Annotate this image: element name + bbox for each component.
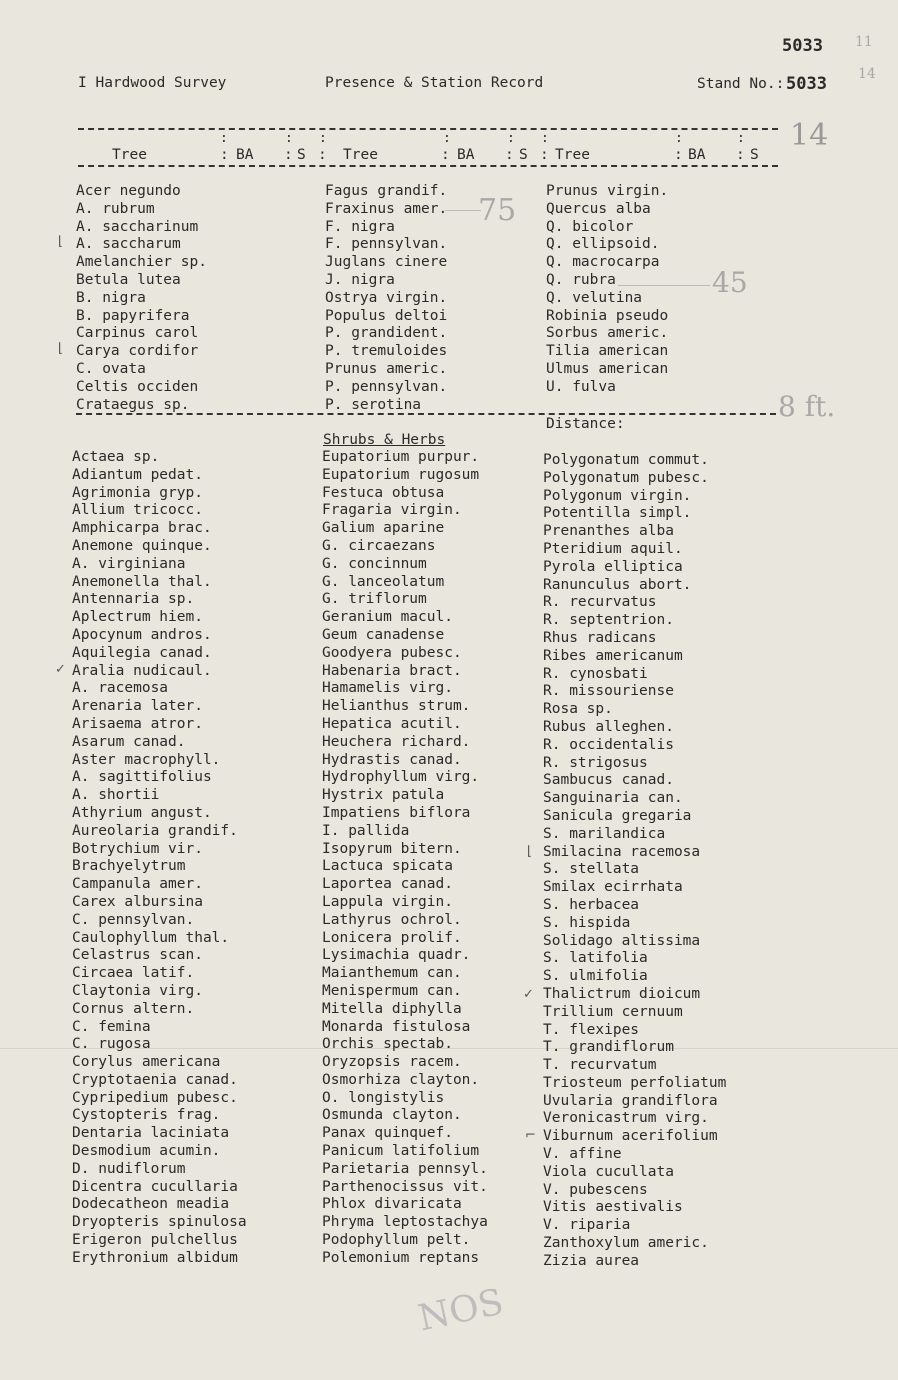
list-item: Erigeron pulchellus [72, 1232, 238, 1249]
list-item: J. nigra [325, 271, 395, 288]
list-item: S. stellata [543, 861, 640, 878]
list-item: C. ovata [76, 360, 146, 377]
list-item: Panicum latifolium [322, 1143, 480, 1160]
list-item: A. saccharum [76, 236, 181, 253]
list-item: Apocynum andros. [72, 626, 212, 643]
list-item: Amphicarpa brac. [72, 520, 212, 537]
list-item: Dicentra cucullaria [72, 1178, 238, 1195]
list-item: Carpinus carol [76, 325, 199, 342]
list-item: C. pennsylvan. [72, 911, 195, 928]
survey-title: I Hardwood Survey [78, 75, 227, 91]
list-item: B. papyrifera [76, 307, 190, 324]
stand-number-top: 5033 [782, 36, 823, 56]
list-item: Ulmus american [546, 360, 669, 377]
list-item: Fagus grandif. [325, 183, 448, 199]
list-item: S. herbacea [543, 896, 640, 913]
list-item: Claytonia virg. [72, 982, 203, 999]
list-item: Celastrus scan. [72, 947, 203, 964]
check-mark: ⌊ [527, 844, 533, 859]
list-item: R. recurvatus [543, 594, 657, 611]
list-item: Habenaria bract. [322, 662, 462, 679]
list-item: Fragaria virgin. [322, 502, 462, 519]
list-item: U. fulva [546, 378, 616, 395]
list-item: G. triflorum [322, 591, 427, 608]
list-item: Aureolaria grandif. [72, 822, 238, 839]
list-item: Brachyelytrum [72, 858, 186, 875]
herb-list-col1 [72, 449, 247, 1268]
list-item: S. ulmifolia [543, 968, 648, 985]
list-item: Allium tricocc. [72, 502, 203, 519]
header-tree-1: Tree [112, 147, 147, 163]
list-item: Agrimonia gryp. [72, 484, 203, 501]
list-item: A. shortii [72, 787, 160, 804]
list-item: Carya cordifor [76, 343, 199, 360]
list-item: Athyrium angust. [72, 804, 212, 821]
list-item: Corylus americana [72, 1054, 221, 1071]
list-item: Lonicera prolif. [322, 929, 462, 946]
list-item: T. flexipes [543, 1021, 640, 1038]
handwritten-note-75: 75 [478, 193, 517, 228]
distance-label: Distance: [546, 416, 625, 432]
list-item: G. circaezans [322, 537, 436, 554]
list-item: Menispermum can. [322, 982, 462, 999]
list-item: Polemonium reptans [322, 1249, 480, 1266]
list-item: Potentilla simpl. [543, 505, 692, 522]
list-item: Polygonum virgin. [543, 487, 692, 504]
list-item: Maianthemum can. [322, 965, 462, 982]
list-item: Eupatorium purpur. [322, 449, 480, 465]
list-item: Cystopteris frag. [72, 1107, 221, 1124]
list-item: Erythronium albidum [72, 1249, 238, 1266]
list-item: Smilacina racemosa [543, 843, 701, 860]
header-s-3: S [750, 147, 759, 163]
check-mark: ⌐ [525, 1128, 536, 1143]
list-item: Q. rubra [546, 271, 616, 288]
list-item: Q. velutina [546, 289, 643, 306]
list-item: G. lanceolatum [322, 573, 445, 590]
herb-list-col3 [543, 452, 726, 1271]
list-item: Circaea latif. [72, 965, 195, 982]
list-item: Eupatorium rugosum [322, 466, 480, 483]
tree-list-col1 [76, 183, 207, 414]
list-item: Celtis occiden [76, 378, 199, 395]
handwritten-note-top-a: 11 [855, 34, 873, 50]
list-item: Anemonella thal. [72, 573, 212, 590]
list-item: R. cynosbati [543, 665, 648, 682]
list-item: D. nudiflorum [72, 1160, 186, 1177]
check-mark: ⌊ [58, 234, 64, 249]
stand-number: 5033 [786, 74, 827, 94]
list-item: Pteridium aquil. [543, 540, 683, 557]
list-item: Phlox divaricata [322, 1196, 462, 1213]
list-item: Orchis spectab. [322, 1036, 453, 1053]
list-item: Laportea canad. [322, 876, 453, 893]
list-item: Ostrya virgin. [325, 289, 448, 306]
list-item: Phryma leptostachya [322, 1214, 488, 1231]
list-item: Antennaria sp. [72, 591, 195, 608]
list-item: Polygonatum commut. [543, 452, 709, 468]
list-item: Robinia pseudo [546, 307, 669, 324]
list-item: Aplectrum hiem. [72, 609, 203, 626]
list-item: Geum canadense [322, 626, 445, 643]
list-item: Q. macrocarpa [546, 254, 660, 271]
list-item: R. strigosus [543, 754, 648, 771]
header-bottom-rule [78, 165, 778, 167]
list-item: Ribes americanum [543, 647, 683, 664]
list-item: Dryopteris spinulosa [72, 1214, 247, 1231]
list-item: A. racemosa [72, 680, 169, 697]
header-ba-3: BA [688, 147, 706, 163]
list-item: S. latifolia [543, 950, 648, 967]
list-item: Podophyllum pelt. [322, 1232, 471, 1249]
list-item: Betula lutea [76, 271, 181, 288]
list-item: B. nigra [76, 289, 146, 306]
list-item: P. grandident. [325, 325, 448, 342]
list-item: C. rugosa [72, 1036, 151, 1053]
list-item: Arenaria later. [72, 698, 203, 715]
list-item: Cypripedium pubesc. [72, 1089, 238, 1106]
list-item: S. marilandica [543, 825, 666, 842]
list-item: V. pubescens [543, 1181, 648, 1198]
list-item: Acer negundo [76, 183, 181, 199]
list-item: Ranunculus abort. [543, 576, 692, 593]
list-item: Uvularia grandiflora [543, 1092, 718, 1109]
list-item: Dentaria laciniata [72, 1125, 230, 1142]
list-item: Cryptotaenia canad. [72, 1071, 238, 1088]
list-item: Sorbus americ. [546, 325, 669, 342]
list-item: Isopyrum bitern. [322, 840, 462, 857]
list-item: Parthenocissus vit. [322, 1178, 488, 1195]
list-item: P. pennsylvan. [325, 378, 448, 395]
list-item: P. tremuloides [325, 343, 448, 360]
tree-list-col3 [546, 183, 668, 397]
list-item: Hystrix patula [322, 787, 445, 804]
list-item: Osmunda clayton. [322, 1107, 462, 1124]
handwritten-note-top-b: 14 [858, 66, 876, 82]
list-item: O. longistylis [322, 1089, 445, 1106]
list-item: Rhus radicans [543, 629, 657, 646]
list-item: F. pennsylvan. [325, 236, 448, 253]
list-item: Viburnum acerifolium [543, 1128, 718, 1145]
list-item: Anemone quinque. [72, 537, 212, 554]
list-item: Sambucus canad. [543, 772, 674, 789]
header-top-rule [78, 128, 778, 130]
list-item: A. virginiana [72, 555, 186, 572]
list-item: Carex albursina [72, 893, 203, 910]
list-item: Botrychium vir. [72, 840, 203, 857]
list-item: G. concinnum [322, 555, 427, 572]
list-item: Lactuca spicata [322, 858, 453, 875]
list-item: Fraxinus amer. [325, 200, 448, 217]
list-item: Asarum canad. [72, 733, 186, 750]
handwritten-note-45: 45 [712, 266, 748, 299]
list-item: Prenanthes alba [543, 523, 674, 540]
list-item: Solidago altissima [543, 932, 701, 949]
list-item: Goodyera pubesc. [322, 644, 462, 661]
list-item: Thalictrum dioicum [543, 985, 701, 1002]
header-ba-1: BA [236, 147, 254, 163]
list-item: V. affine [543, 1146, 622, 1163]
list-item: C. femina [72, 1018, 151, 1035]
list-item: Geranium macul. [322, 609, 453, 626]
list-item: Q. ellipsoid. [546, 236, 660, 253]
list-item: Hamamelis virg. [322, 680, 453, 697]
list-item: Lathyrus ochrol. [322, 911, 462, 928]
list-item: V. riparia [543, 1217, 631, 1234]
list-item: Sanguinaria can. [543, 790, 683, 807]
list-item: Crataegus sp. [76, 396, 190, 413]
header-s-1: S [297, 147, 306, 163]
record-title: Presence & Station Record [325, 75, 544, 91]
note-leader-line [445, 210, 481, 211]
list-item: Aralia nudicaul. [72, 662, 212, 679]
list-item: Heuchera richard. [322, 733, 471, 750]
list-item: Hydrastis canad. [322, 751, 462, 768]
list-item: Parietaria pennsyl. [322, 1160, 488, 1177]
list-item: Smilax ecirrhata [543, 879, 683, 896]
list-item: Caulophyllum thal. [72, 929, 230, 946]
list-item: Impatiens biflora [322, 804, 471, 821]
herb-list-col2 [322, 449, 488, 1268]
list-item: Zizia aurea [543, 1252, 640, 1269]
list-item: A. rubrum [76, 200, 155, 217]
list-item: Lappula virgin. [322, 893, 453, 910]
trees-bottom-rule [76, 413, 776, 415]
header-colons: : [220, 131, 228, 146]
list-item: Sanicula gregaria [543, 807, 692, 824]
list-item: Polygonatum pubesc. [543, 469, 709, 486]
list-item: Rosa sp. [543, 701, 613, 718]
list-item: Juglans cinere [325, 254, 448, 271]
list-item: Oryzopsis racem. [322, 1054, 462, 1071]
check-mark: ⌊ [58, 341, 64, 356]
list-item: Veronicastrum virg. [543, 1110, 709, 1127]
list-item: T. grandiflorum [543, 1039, 674, 1056]
list-item: Adiantum pedat. [72, 466, 203, 483]
list-item: P. serotina [325, 396, 422, 413]
list-item: F. nigra [325, 218, 395, 235]
header-sep: : [220, 147, 229, 163]
list-item: A. saccharinum [76, 218, 199, 235]
list-item: Aster macrophyll. [72, 751, 221, 768]
list-item: Monarda fistulosa [322, 1018, 471, 1035]
list-item: Rubus alleghen. [543, 718, 674, 735]
list-item: Aquilegia canad. [72, 644, 212, 661]
header-s-2: S [519, 147, 528, 163]
list-item: A. sagittifolius [72, 769, 212, 786]
list-item: Prunus virgin. [546, 183, 669, 199]
list-item: Amelanchier sp. [76, 254, 207, 271]
list-item: Festuca obtusa [322, 484, 445, 501]
list-item: Actaea sp. [72, 449, 160, 465]
list-item: Prunus americ. [325, 360, 448, 377]
list-item: Campanula amer. [72, 876, 203, 893]
header-tree-3: Tree [555, 147, 590, 163]
list-item: Viola cucullata [543, 1163, 674, 1180]
list-item: Zanthoxylum americ. [543, 1235, 709, 1252]
list-item: Panax quinquef. [322, 1125, 453, 1142]
list-item: Galium aparine [322, 520, 445, 537]
list-item: Vitis aestivalis [543, 1199, 683, 1216]
list-item: Q. bicolor [546, 218, 634, 235]
note-leader-line [618, 285, 710, 286]
header-ba-2: BA [457, 147, 475, 163]
list-item: Cornus altern. [72, 1000, 195, 1017]
list-item: Arisaema atror. [72, 715, 203, 732]
list-item: Pyrola elliptica [543, 558, 683, 575]
list-item: Quercus alba [546, 200, 651, 217]
check-mark: ✓ [55, 662, 66, 677]
list-item: R. septentrion. [543, 612, 674, 629]
list-item: R. missouriense [543, 683, 674, 700]
handwritten-distance: 8 ft. [778, 390, 836, 423]
list-item: Trillium cernuum [543, 1003, 683, 1020]
list-item: I. pallida [322, 822, 410, 839]
list-item: Populus deltoi [325, 307, 448, 324]
list-item: Osmorhiza clayton. [322, 1071, 480, 1088]
list-item: R. occidentalis [543, 736, 674, 753]
list-item: Dodecatheon meadia [72, 1196, 230, 1213]
list-item: Tilia american [546, 343, 669, 360]
list-item: Triosteum perfoliatum [543, 1074, 727, 1091]
shrubs-herbs-title: Shrubs & Herbs [323, 432, 446, 448]
list-item: T. recurvatum [543, 1057, 657, 1074]
list-item: Desmodium acumin. [72, 1143, 221, 1160]
tree-list-col2 [325, 183, 447, 414]
check-mark: ✓ [523, 987, 534, 1002]
handwritten-note-bottom: NOS [414, 1281, 508, 1340]
list-item: Hepatica acutil. [322, 715, 462, 732]
stand-label: Stand No.: [697, 76, 785, 92]
list-item: Lysimachia quadr. [322, 947, 471, 964]
header-tree-2: Tree [343, 147, 378, 163]
handwritten-note-14: 14 [790, 118, 829, 153]
list-item: S. hispida [543, 914, 631, 931]
list-item: Mitella diphylla [322, 1000, 462, 1017]
list-item: Helianthus strum. [322, 698, 471, 715]
list-item: Hydrophyllum virg. [322, 769, 480, 786]
